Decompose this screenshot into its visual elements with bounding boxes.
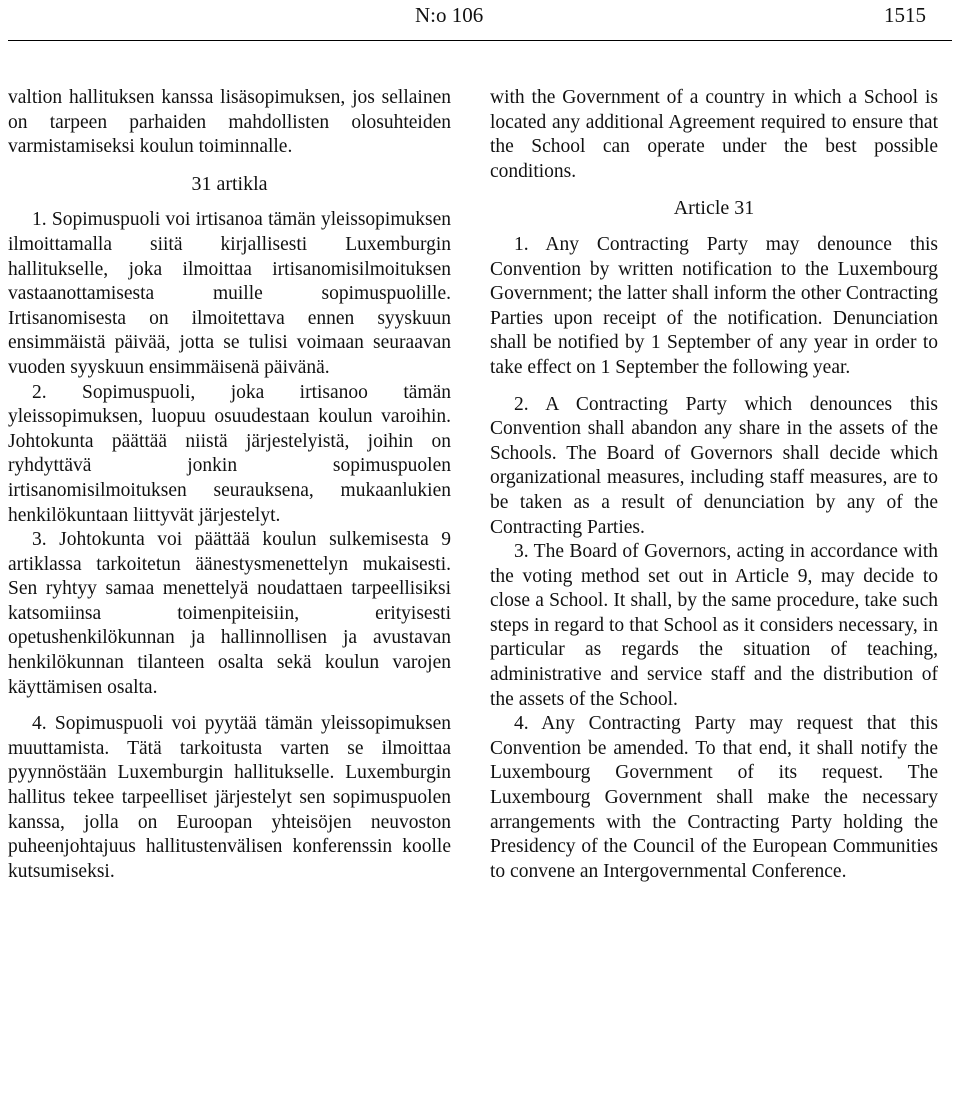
finnish-paragraph-4: 4. Sopimuspuoli voi pyytää tämän yleissopimuksen muuttamista. Tätä tarkoitusta varten se ilmoittaa pyynnöstään Luxemburgin hallitukselle. Luxemburgin hallitus tekee tarpeelliset järjestelyt sen sopimuspuolen kanssa, jolla on Euroopan yhteisöjen neuvoston puheenjohtajuus hallitustenvälisen konferenssin koolle kutsumiseksi. xyxy=(8,713,451,882)
finnish-intro-paragraph: valtion hallituksen kanssa lisäsopimuksen, jos sellainen on tarpeen parhaiden mahdollisten olosuhteiden varmistamiseksi koulun toiminnalle. xyxy=(8,87,451,158)
finnish-paragraph-2: 2. Sopimuspuoli, joka irtisanoo tämän yleissopimuksen, luopuu osuudestaan koulun varoihin. Johtokunta päättää niistä järjestelyistä, joihin on ryhdyttävä jonkin sopimuspuolen irtisanomisilmoituksen seurauksena, mukaanlukien henkilökuntaan liittyvät järjestelyt. xyxy=(8,381,451,526)
header-rule xyxy=(8,40,952,41)
english-intro-paragraph: with the Government of a country in which a School is located any additional Agreement required to ensure that the School can operate under the best possible conditions. xyxy=(490,87,938,182)
english-paragraph-2: 2. A Contracting Party which denounces this Convention shall abandon any share in the assets of the Schools. The Board of Governors shall decide which organizational measures, including staff measures, are to be taken as a result of denunciation by any of the Contracting Parties. xyxy=(490,393,938,538)
english-column xyxy=(490,86,938,884)
finnish-article-heading: 31 artikla xyxy=(191,172,268,195)
issue-number: N:o 106 xyxy=(415,3,484,27)
english-article-heading: Article 31 xyxy=(673,197,755,220)
finnish-paragraph-1: 1. Sopimuspuoli voi irtisanoa tämän yleissopimuksen ilmoittamalla siitä kirjallisesti Luxemburgin hallitukselle, joka ilmoittaa irtisanomisilmoituksen vastaanottamisesta muille sopimuspuolille. Irtisanomisesta on ilmoitettava ennen syyskuun ensimmäistä päivää, jotta se tulisi voimaan seuraavan vuoden syyskuun ensimmäisenä päivänä. xyxy=(8,209,451,378)
english-paragraph-3: 3. The Board of Governors, acting in accordance with the voting method set out in Article 9, may decide to close a School. It shall, by the same procedure, take such steps in regard to that School as it considers necessary, in particular as regards the situation of teaching, administrative and service staff and the distribution of the assets of the School. xyxy=(490,541,938,710)
page-header xyxy=(0,0,960,30)
english-paragraph-4: 4. Any Contracting Party may request that this Convention be amended. To that end, it shall notify the Luxembourg Government of its request. The Luxembourg Government shall make the necessary arrangements with the Contracting Party holding the Presidency of the Council of the European Communities to convene an Intergovernmental Conference. xyxy=(490,713,938,882)
finnish-column xyxy=(8,86,451,884)
page-number: 1515 xyxy=(884,3,926,27)
english-paragraph-1: 1. Any Contracting Party may denounce this Convention by written notification to the Luxembourg Government; the latter shall inform the other Contracting Parties upon receipt of the notification. Denunciation shall be notified by 1 September of any year in order to take effect on 1 September the following year. xyxy=(490,233,938,378)
finnish-paragraph-3: 3. Johtokunta voi päättää koulun sulkemisesta 9 artiklassa tarkoitetun äänestysmenettelyn mukaisesti. Sen ryhtyy samaa menettelyä noudattaen tarpeellisiksi katsomiinsa toimenpiteisiin, erityisesti opetushenkilökunnan ja hallinnollisen ja avustavan henkilökunnan tilanteen osalta sekä koulun varojen käyttämisen osalta. xyxy=(8,529,451,698)
